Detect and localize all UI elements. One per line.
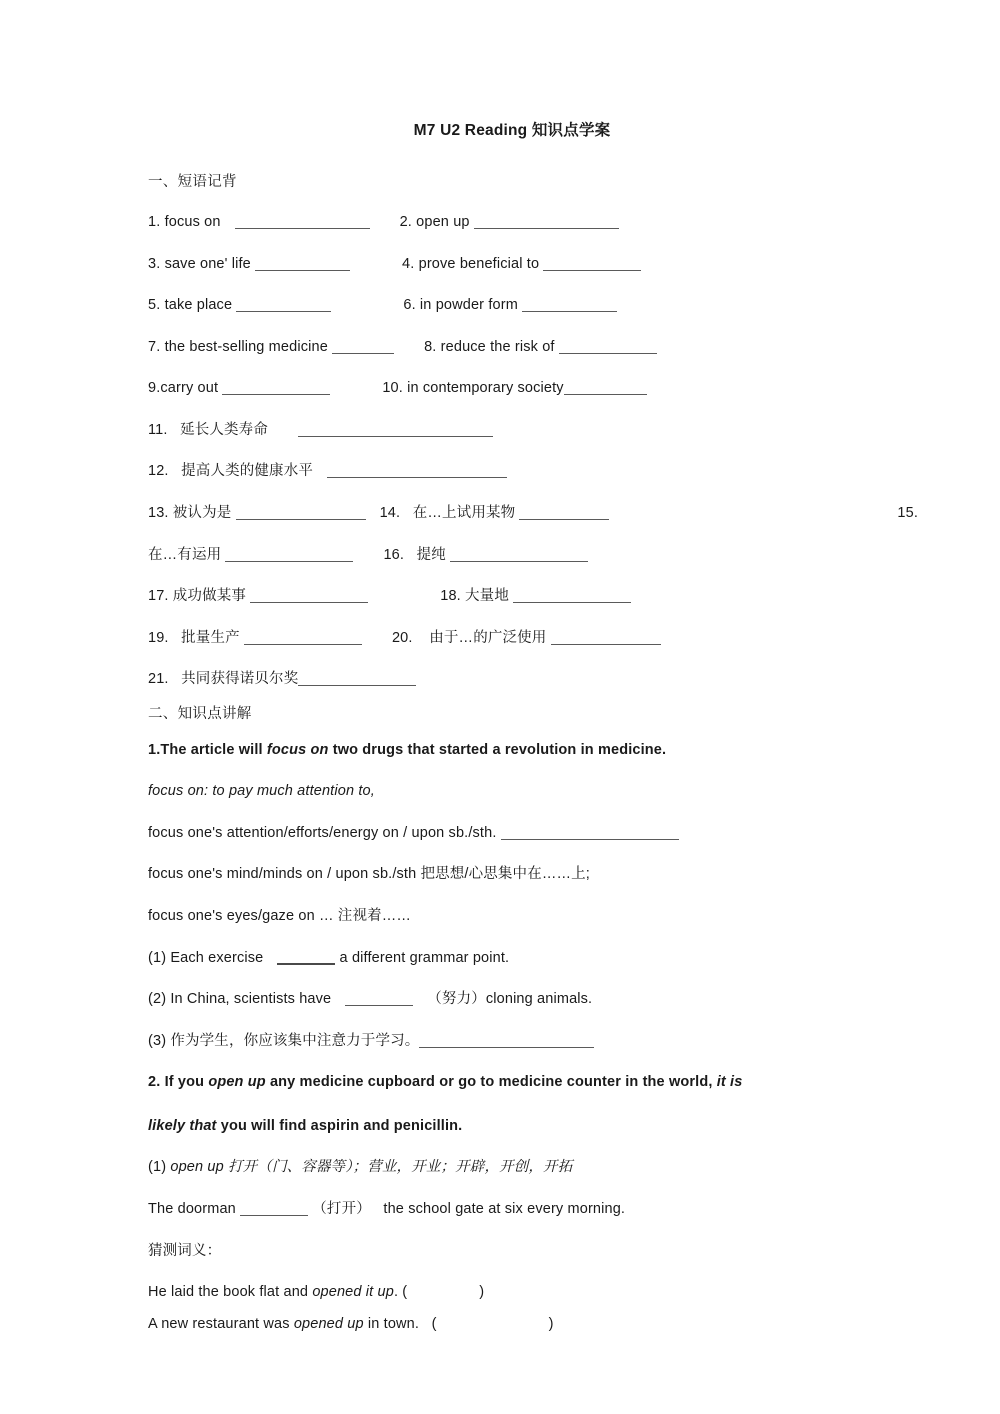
- point-2-guess-2: [148, 1315, 870, 1335]
- phrase-item-8: 8. reduce the risk of: [424, 338, 555, 355]
- answer-blank[interactable]: [522, 298, 617, 312]
- answer-blank[interactable]: [564, 381, 647, 395]
- answer-blank[interactable]: [298, 672, 416, 686]
- point-1-exercise-3: [148, 1032, 870, 1052]
- answer-blank[interactable]: [235, 215, 370, 229]
- phrase-item-18: 18. 大量地: [440, 588, 509, 605]
- point-1-usage-2: focus one's mind/minds on / upon sb./sth 把思想/心思集中在……上;: [148, 866, 590, 883]
- phrase-item-11: 11. 延长人类寿命: [148, 421, 268, 438]
- phrase-row-10: [148, 587, 870, 607]
- point-2-headline-line-2: [148, 1117, 870, 1137]
- point-2-guess-1: [148, 1283, 870, 1303]
- point-2-guess-2-close: ): [548, 1315, 554, 1332]
- phrase-item-16: 16. 提纯: [383, 546, 446, 563]
- point-1-exercise-1-pre: (1) Each exercise: [148, 949, 264, 966]
- answer-blank[interactable]: [277, 950, 335, 965]
- phrase-row-11: [148, 629, 870, 649]
- point-1-exercise-2-pre: (2) In China, scientists have: [148, 991, 332, 1008]
- point-2-exercise-1-post: （打开） the school gate at six every morning.: [312, 1200, 626, 1217]
- phrase-item-12: 12. 提高人类的健康水平: [148, 463, 313, 480]
- phrase-item-17: 17. 成功做某事: [148, 588, 247, 605]
- section-heading-two: 二、知识点讲解: [148, 705, 252, 722]
- answer-blank[interactable]: [255, 257, 350, 271]
- phrase-row-3: [148, 296, 870, 316]
- point-1-headline-post: two drugs that started a revolution in medicine.: [328, 741, 667, 758]
- point-2-exercise-1: [148, 1200, 870, 1220]
- section-heading-one: 一、短语记背: [148, 174, 237, 190]
- point-1-exercise-3-text: (3) 作为学生，你应该集中注意力于学习。: [148, 1032, 420, 1049]
- phrase-row-12: [148, 670, 870, 690]
- phrase-row-9: [148, 546, 870, 566]
- answer-blank[interactable]: [419, 1034, 594, 1048]
- point-2-guess-2-phrase: opened up: [293, 1315, 364, 1332]
- point-1-usage-1: [148, 824, 870, 844]
- point-2-guess-1-close: ): [479, 1284, 485, 1301]
- phrase-item-5: 5. take place: [148, 297, 233, 314]
- point-2-headline-c: any medicine cupboard or go to medicine counter in the world,: [265, 1074, 717, 1091]
- answer-blank[interactable]: [332, 340, 394, 354]
- point-2-headline-d: it is: [716, 1074, 743, 1091]
- answer-blank[interactable]: [250, 589, 368, 603]
- answer-blank[interactable]: [225, 548, 353, 562]
- phrase-row-7: [148, 462, 870, 482]
- phrase-item-20: 20. 由于…的广泛使用: [391, 629, 547, 646]
- point-1-usage-3: focus one's eyes/gaze on … 注视着……: [148, 908, 412, 924]
- phrase-row-1: [148, 213, 870, 233]
- answer-blank[interactable]: [298, 423, 493, 437]
- phrase-row-8: [148, 504, 918, 524]
- phrase-item-19: 19. 批量生产: [148, 629, 240, 646]
- answer-blank[interactable]: [327, 464, 507, 478]
- point-2-exercise-1-pre: The doorman: [148, 1200, 236, 1217]
- phrase-item-15-number: 15.: [897, 504, 918, 521]
- phrase-item-7: 7. the best-selling medicine: [148, 338, 328, 355]
- phrase-item-10: 10. in contemporary society: [382, 380, 564, 397]
- point-2-headline-e: likely that: [148, 1117, 217, 1134]
- point-2-guess-1-pre: He laid the book flat and: [148, 1284, 313, 1301]
- phrase-item-15-text: 在…有运用: [148, 546, 222, 563]
- answer-blank[interactable]: [240, 1202, 308, 1216]
- point-2-headline-line-1: [148, 1073, 870, 1093]
- phrase-item-6: 6. in powder form: [403, 297, 518, 314]
- point-2-guess-1-post: . (: [393, 1284, 408, 1301]
- point-2-guess-2-post: in town. (: [363, 1315, 437, 1332]
- point-2-meaning-pre: (1): [148, 1159, 171, 1176]
- answer-blank[interactable]: [559, 340, 657, 354]
- phrase-row-6: [148, 421, 870, 441]
- point-2-meaning-text: open up 打开（门、容器等）；营业，开业；开辟，开创，开拓: [170, 1159, 573, 1176]
- answer-blank[interactable]: [474, 215, 619, 229]
- answer-blank[interactable]: [236, 506, 366, 520]
- answer-blank[interactable]: [519, 506, 609, 520]
- point-2-meaning: [148, 1158, 870, 1178]
- phrase-item-3: 3. save one' life: [148, 255, 251, 272]
- point-1-keyword: focus on: [266, 741, 329, 758]
- point-1-exercise-2: [148, 990, 870, 1010]
- phrase-item-4: 4. prove beneficial to: [402, 255, 540, 272]
- point-2-headline-f: you will find aspirin and penicillin.: [216, 1117, 463, 1134]
- phrase-item-9: 9.carry out: [148, 380, 219, 397]
- point-1-exercise-1-post: a different grammar point.: [335, 949, 510, 966]
- point-2-headline-a: 2. If you: [148, 1074, 209, 1091]
- answer-blank[interactable]: [450, 548, 588, 562]
- point-2-keyword: open up: [208, 1074, 266, 1091]
- phrase-item-1: 1. focus on: [148, 214, 221, 230]
- answer-blank[interactable]: [236, 298, 331, 312]
- phrase-item-2: 2. open up: [399, 214, 470, 230]
- answer-blank[interactable]: [345, 992, 413, 1006]
- point-2-guess-label: 猜测词义：: [148, 1242, 222, 1259]
- point-1-definition: focus on: to pay much attention to,: [148, 783, 375, 800]
- phrase-row-4: [148, 338, 870, 358]
- phrase-row-2: [148, 255, 870, 275]
- phrase-row-5: [148, 379, 870, 399]
- answer-blank[interactable]: [501, 826, 679, 840]
- phrase-item-14: 14. 在…上试用某物: [379, 504, 516, 521]
- point-1-headline-pre: 1.The article will: [148, 741, 267, 758]
- answer-blank[interactable]: [551, 631, 661, 645]
- page-title: M7 U2 Reading 知识点学案: [413, 122, 611, 139]
- answer-blank[interactable]: [244, 631, 362, 645]
- point-1-exercise-2-post: （努力）cloning animals.: [427, 991, 593, 1008]
- answer-blank[interactable]: [543, 257, 641, 271]
- answer-blank[interactable]: [513, 589, 631, 603]
- phrase-item-21: 21. 共同获得诺贝尔奖: [148, 671, 299, 688]
- phrase-item-13: 13. 被认为是: [148, 504, 232, 521]
- point-2-guess-2-pre: A new restaurant was: [148, 1315, 294, 1332]
- point-2-guess-1-phrase: opened it up: [312, 1284, 394, 1301]
- point-1-headline: [148, 741, 870, 761]
- point-1-exercise-1: [148, 949, 870, 969]
- answer-blank[interactable]: [222, 381, 330, 395]
- point-1-usage-1-text: focus one's attention/efforts/energy on / upon sb./sth.: [148, 824, 501, 841]
